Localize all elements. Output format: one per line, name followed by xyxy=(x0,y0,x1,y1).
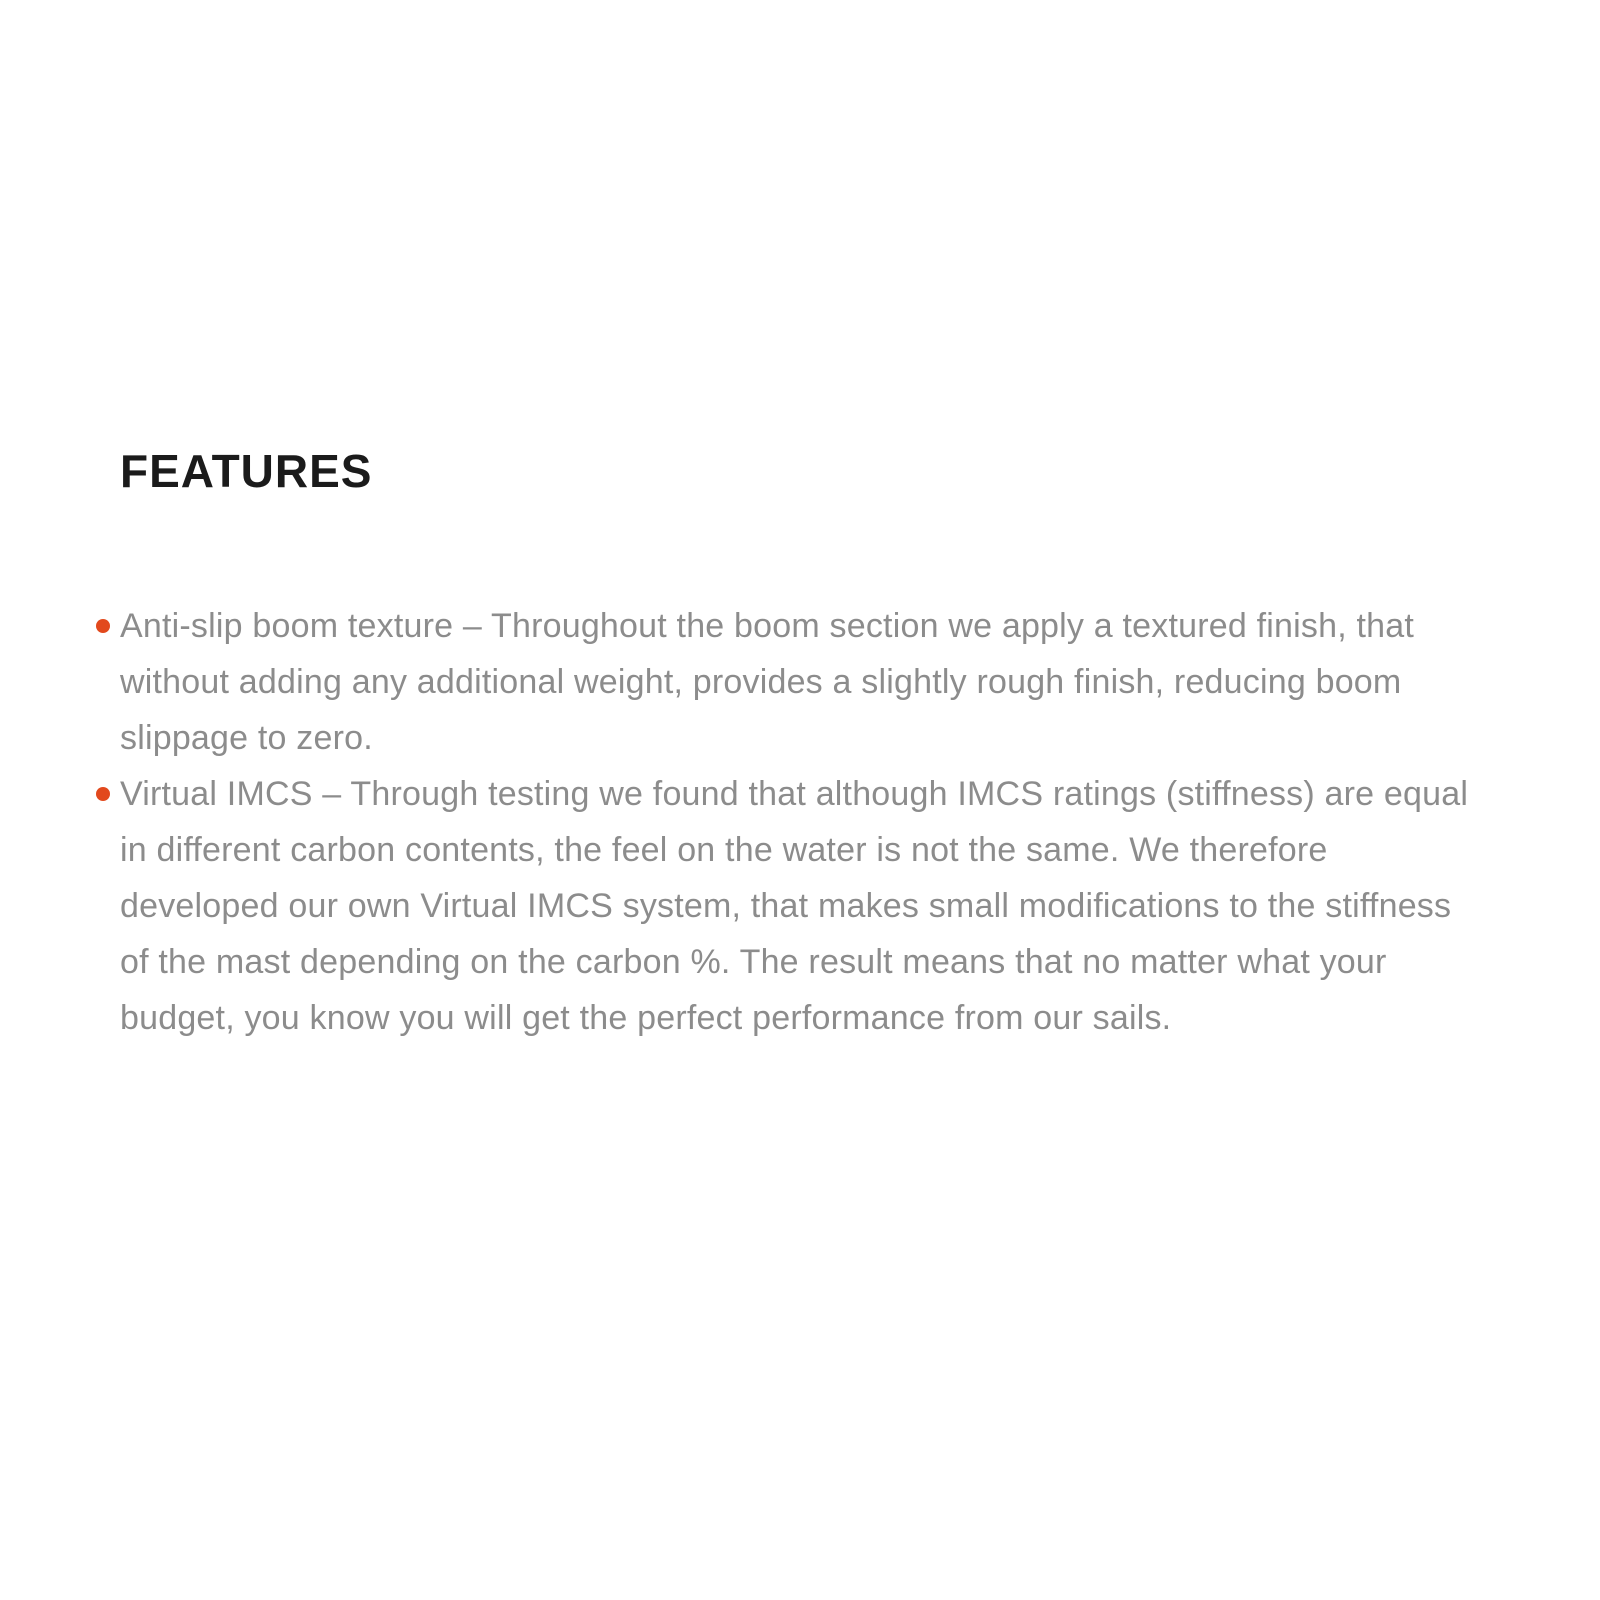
bullet-dot-icon xyxy=(96,787,110,801)
features-list xyxy=(120,598,1482,1046)
feature-item-text: Anti-slip boom texture – Throughout the boom section we apply a textured finish, that without adding any additional weight, provides a slightly rough finish, reducing boom slippage to zero. xyxy=(120,607,1414,757)
section-title: FEATURES xyxy=(120,445,373,497)
feature-item xyxy=(120,598,1482,766)
bullet-dot-icon xyxy=(96,619,110,633)
feature-item xyxy=(120,766,1482,1046)
feature-item-text: Virtual IMCS – Through testing we found that although IMCS ratings (stiffness) are equal in different carbon contents, the feel on the water is not the same. We therefore developed our own Virtual IMCS system, that makes small modifications to the stiffness of the mast depending on the carbon %. The result means that no matter what your budget, you know you will get the perfect performance from our sails. xyxy=(120,775,1469,1037)
